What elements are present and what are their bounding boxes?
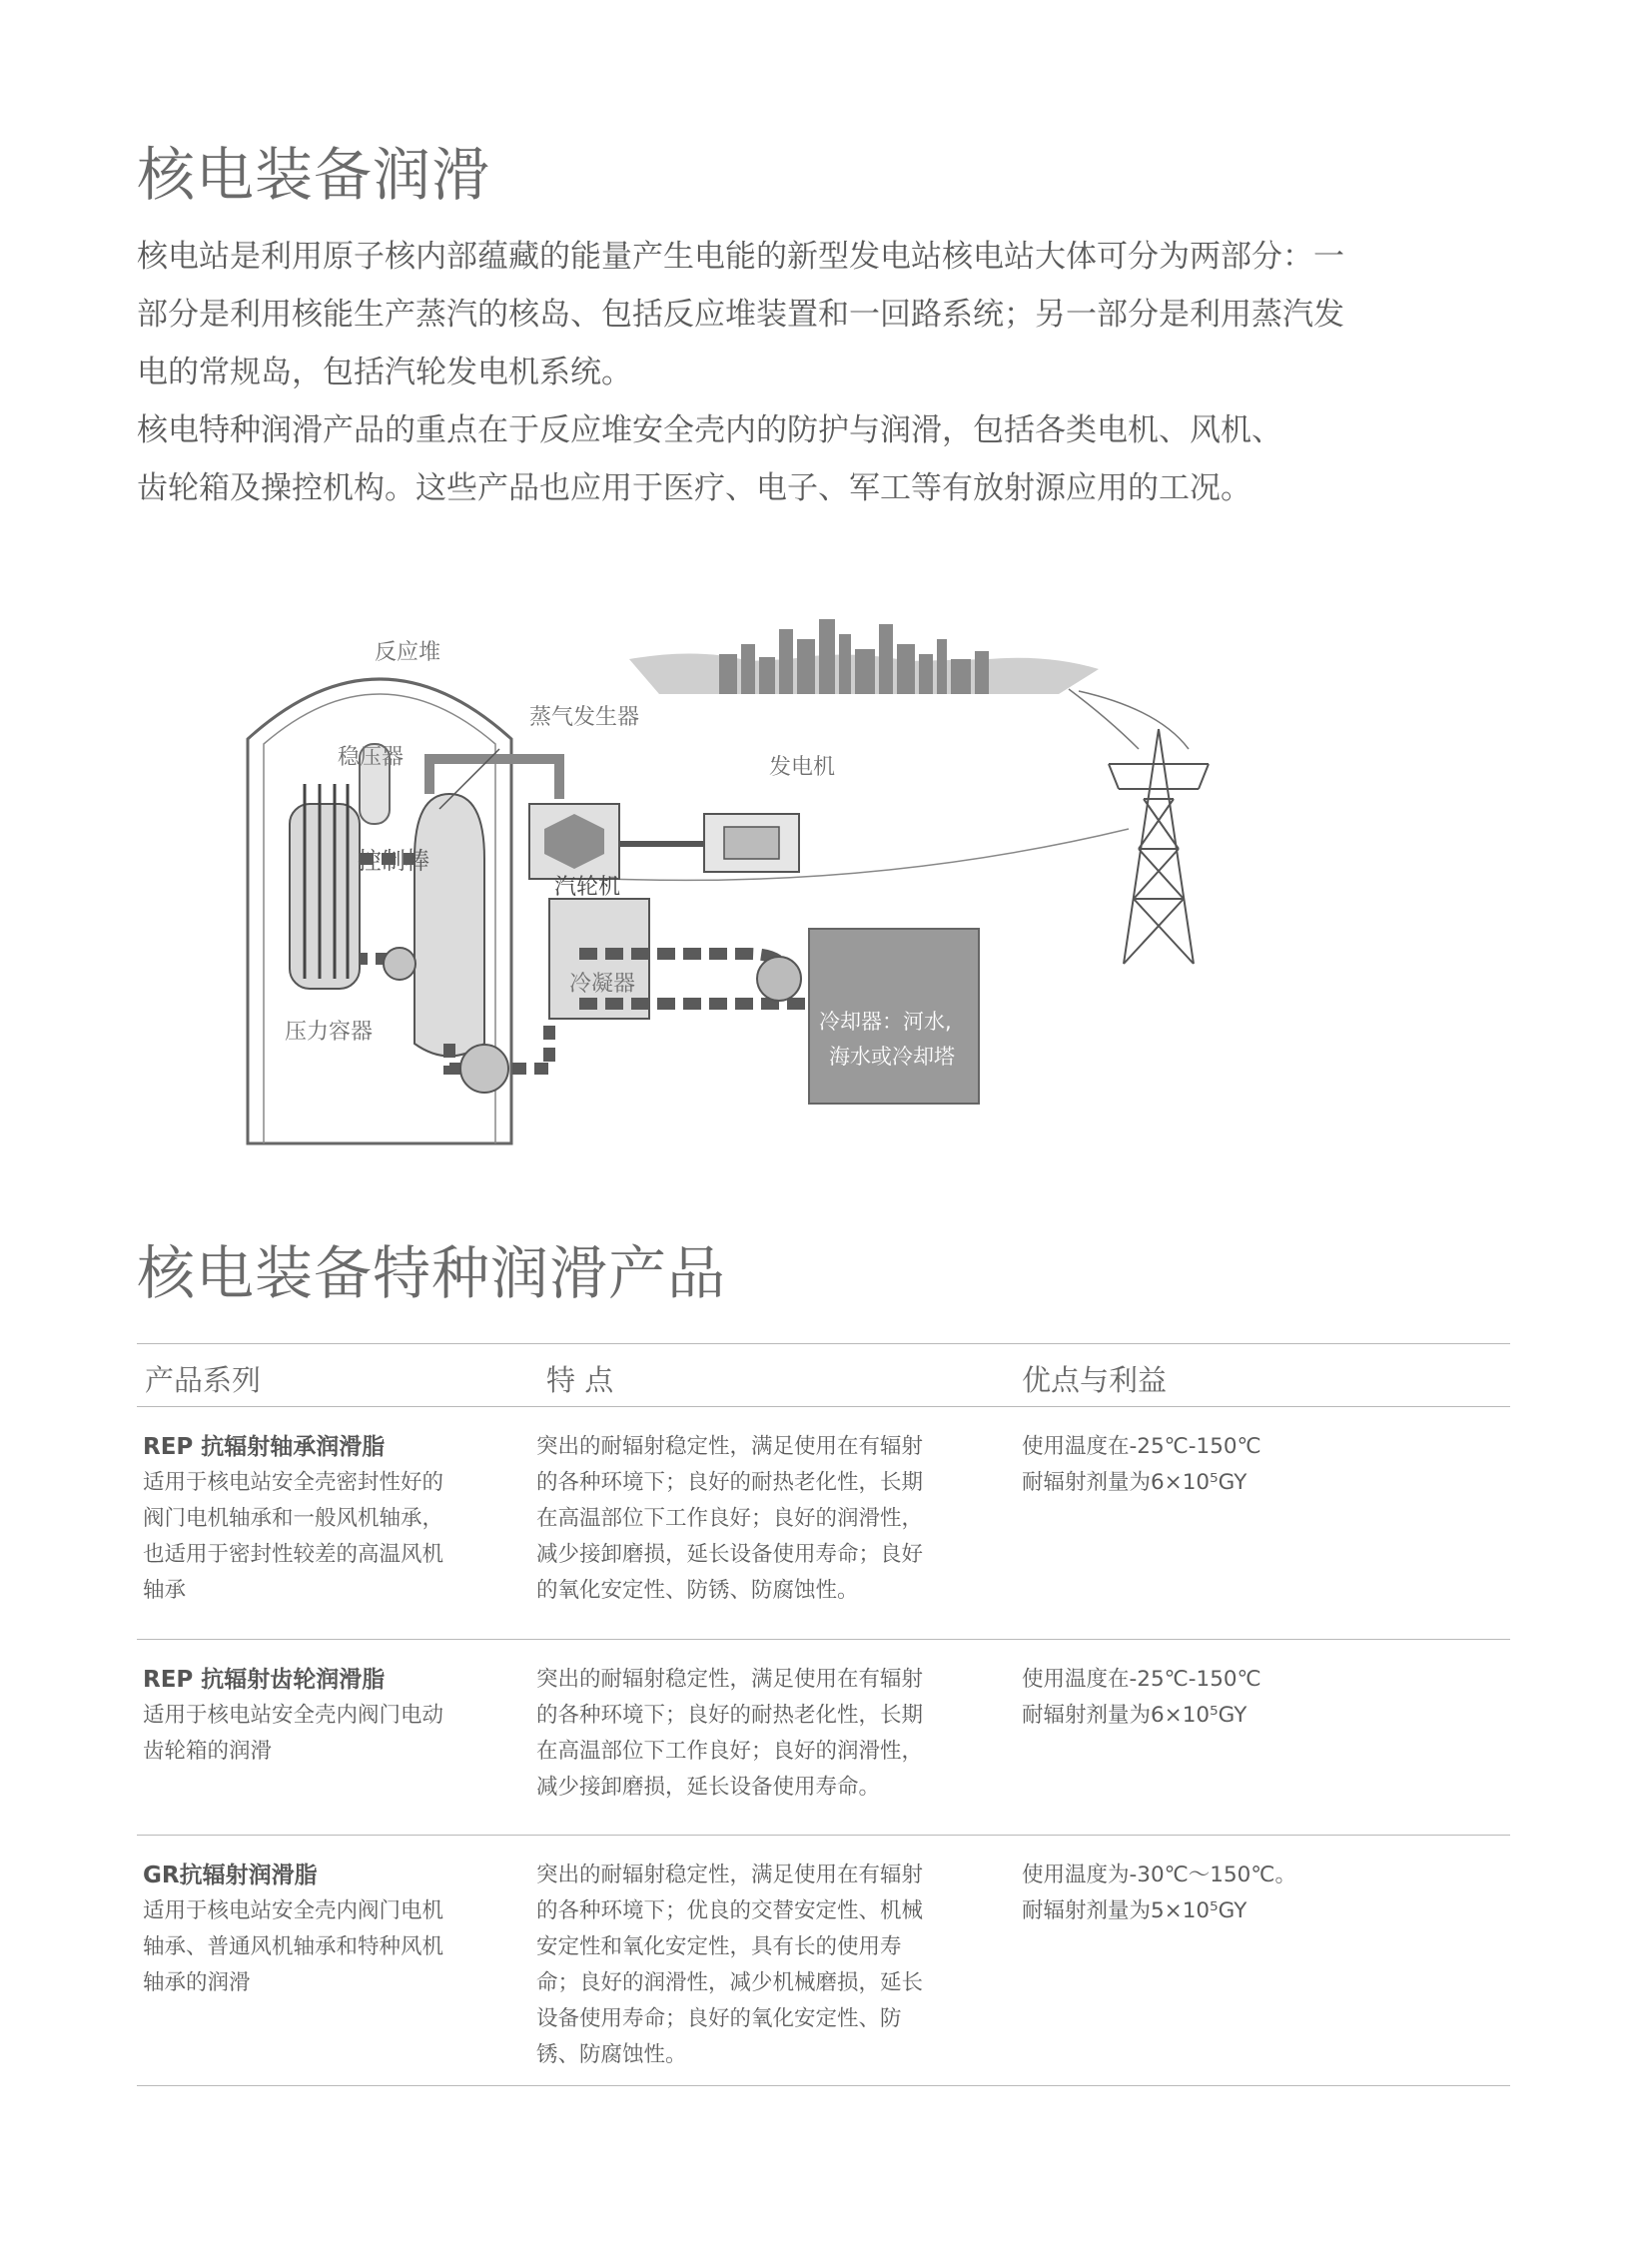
feature-line: 安定性和氧化安定性，具有长的使用寿 — [536, 1934, 902, 1959]
power-line — [609, 829, 1129, 880]
feature-line: 锈、防腐蚀性。 — [536, 2042, 687, 2067]
label-generator: 发电机 — [769, 755, 836, 780]
intro-line: 核电站是利用原子核内部蕴藏的能量产生电能的新型发电站核电站大体可分为两部分：一 — [137, 239, 1344, 275]
features-cell — [536, 1662, 946, 1806]
product-desc-line: 适用于核电站安全壳内阀门电动 — [143, 1703, 444, 1728]
city-skyline-icon — [629, 619, 1099, 694]
power-line — [1079, 691, 1189, 749]
header-benefits: 优点与利益 — [1022, 1363, 1168, 1397]
product-desc-line: 适用于核电站安全壳密封性好的 — [143, 1470, 444, 1495]
features-cell — [536, 1429, 946, 1609]
product-cell — [143, 1662, 512, 1770]
feature-line: 设备使用寿命；良好的氧化安定性、防 — [536, 2006, 902, 2031]
feature-line: 命；良好的润滑性，减少机械磨损，延长 — [536, 1970, 924, 1995]
product-desc-line: 也适用于密封性较差的高温风机 — [143, 1542, 444, 1567]
features-cell — [536, 1858, 946, 2073]
table-row — [137, 1836, 1510, 2085]
section-title-special-products: 核电装备特种润滑产品 — [137, 1239, 727, 1307]
benefit-line: 使用温度为-30℃～150℃。 — [1022, 1863, 1296, 1887]
product-desc-line: 轴承、普通风机轴承和特种风机 — [143, 1934, 444, 1959]
cooling-pump-icon — [757, 957, 801, 1001]
transmission-tower-icon — [1109, 729, 1209, 964]
feature-line: 突出的耐辐射稳定性，满足使用在有辐射 — [536, 1667, 924, 1692]
feature-line: 的各种环境下；优良的交替安定性、机械 — [536, 1898, 924, 1923]
feature-line: 在高温部位下工作良好；良好的润滑性， — [536, 1739, 924, 1764]
feature-line: 减少接卸磨损，延长设备使用寿命。 — [536, 1775, 881, 1800]
feed-pump-icon — [460, 1045, 508, 1093]
feature-line: 在高温部位下工作良好；良好的润滑性， — [536, 1506, 924, 1531]
header-product-series: 产品系列 — [145, 1363, 262, 1397]
label-cooler-line2: 海水或冷却塔 — [829, 1045, 955, 1069]
benefit-line: 耐辐射剂量为6×10⁵GY — [1022, 1703, 1247, 1728]
benefits-cell — [1022, 1858, 1441, 1929]
feature-line: 的各种环境下；良好的耐热老化性，长期 — [536, 1703, 924, 1728]
product-desc-line: 轴承的润滑 — [143, 1970, 251, 1995]
product-desc-line: 轴承 — [143, 1578, 187, 1603]
intro-text — [137, 228, 1535, 517]
table-header — [137, 1344, 1510, 1406]
label-steam-generator: 蒸气发生器 — [529, 705, 640, 730]
table-row — [137, 1640, 1510, 1835]
product-desc-line: 阀门电机轴承和一般风机轴承， — [143, 1506, 444, 1531]
feature-line: 减少接卸磨损，延长设备使用寿命；良好 — [536, 1542, 924, 1567]
steam-pipe — [429, 759, 559, 799]
product-cell — [143, 1858, 512, 2001]
label-control-rod: 控制棒 — [358, 847, 429, 875]
intro-line: 核电特种润滑产品的重点在于反应堆安全壳内的防护与润滑，包括各类电机、风机、 — [137, 412, 1282, 448]
steam-generator-icon — [414, 794, 484, 1057]
product-name: REP 抗辐射轴承润滑脂 — [143, 1434, 386, 1460]
plant-schematic-svg — [230, 599, 1338, 1158]
label-reactor: 反应堆 — [375, 640, 441, 665]
intro-line: 电的常规岛，包括汽轮发电机系统。 — [137, 355, 632, 390]
product-table — [137, 1343, 1510, 2086]
table-row — [137, 1407, 1510, 1639]
intro-line: 齿轮箱及操控机构。这些产品也应用于医疗、电子、军工等有放射源应用的工况。 — [137, 470, 1251, 506]
label-turbine: 汽轮机 — [554, 875, 621, 900]
benefit-line: 使用温度在-25℃-150℃ — [1022, 1434, 1261, 1459]
feature-line: 突出的耐辐射稳定性，满足使用在有辐射 — [536, 1863, 924, 1887]
feature-line: 的各种环境下；良好的耐热老化性，长期 — [536, 1470, 924, 1495]
benefit-line: 使用温度在-25℃-150℃ — [1022, 1667, 1261, 1692]
label-cooler-line1: 冷却器：河水, — [819, 1010, 952, 1034]
benefit-line: 耐辐射剂量为6×10⁵GY — [1022, 1470, 1247, 1495]
feature-line: 突出的耐辐射稳定性，满足使用在有辐射 — [536, 1434, 924, 1459]
product-desc-line: 齿轮箱的润滑 — [143, 1739, 273, 1764]
benefit-line: 耐辐射剂量为5×10⁵GY — [1022, 1898, 1247, 1923]
feature-line: 的氧化安定性、防锈、防腐蚀性。 — [536, 1578, 859, 1603]
intro-line: 部分是利用核能生产蒸汽的核岛、包括反应堆装置和一回路系统；另一部分是利用蒸汽发 — [137, 297, 1344, 333]
product-desc-line: 适用于核电站安全壳内阀门电机 — [143, 1898, 444, 1923]
label-pressurizer: 稳压器 — [338, 745, 405, 770]
benefits-cell — [1022, 1662, 1441, 1734]
header-features: 特 点 — [546, 1363, 614, 1397]
table-bottom-rule — [137, 2085, 1510, 2086]
nuclear-plant-diagram — [230, 599, 1338, 1158]
product-name: GR抗辐射润滑脂 — [143, 1863, 318, 1888]
primary-pump-icon — [384, 948, 415, 980]
benefits-cell — [1022, 1429, 1441, 1501]
label-pressure-vessel: 压力容器 — [285, 1020, 374, 1045]
product-cell — [143, 1429, 512, 1609]
label-condenser: 冷凝器 — [569, 972, 636, 997]
section-title-nuclear-lubrication: 核电装备润滑 — [137, 141, 491, 209]
product-name: REP 抗辐射齿轮润滑脂 — [143, 1667, 386, 1693]
